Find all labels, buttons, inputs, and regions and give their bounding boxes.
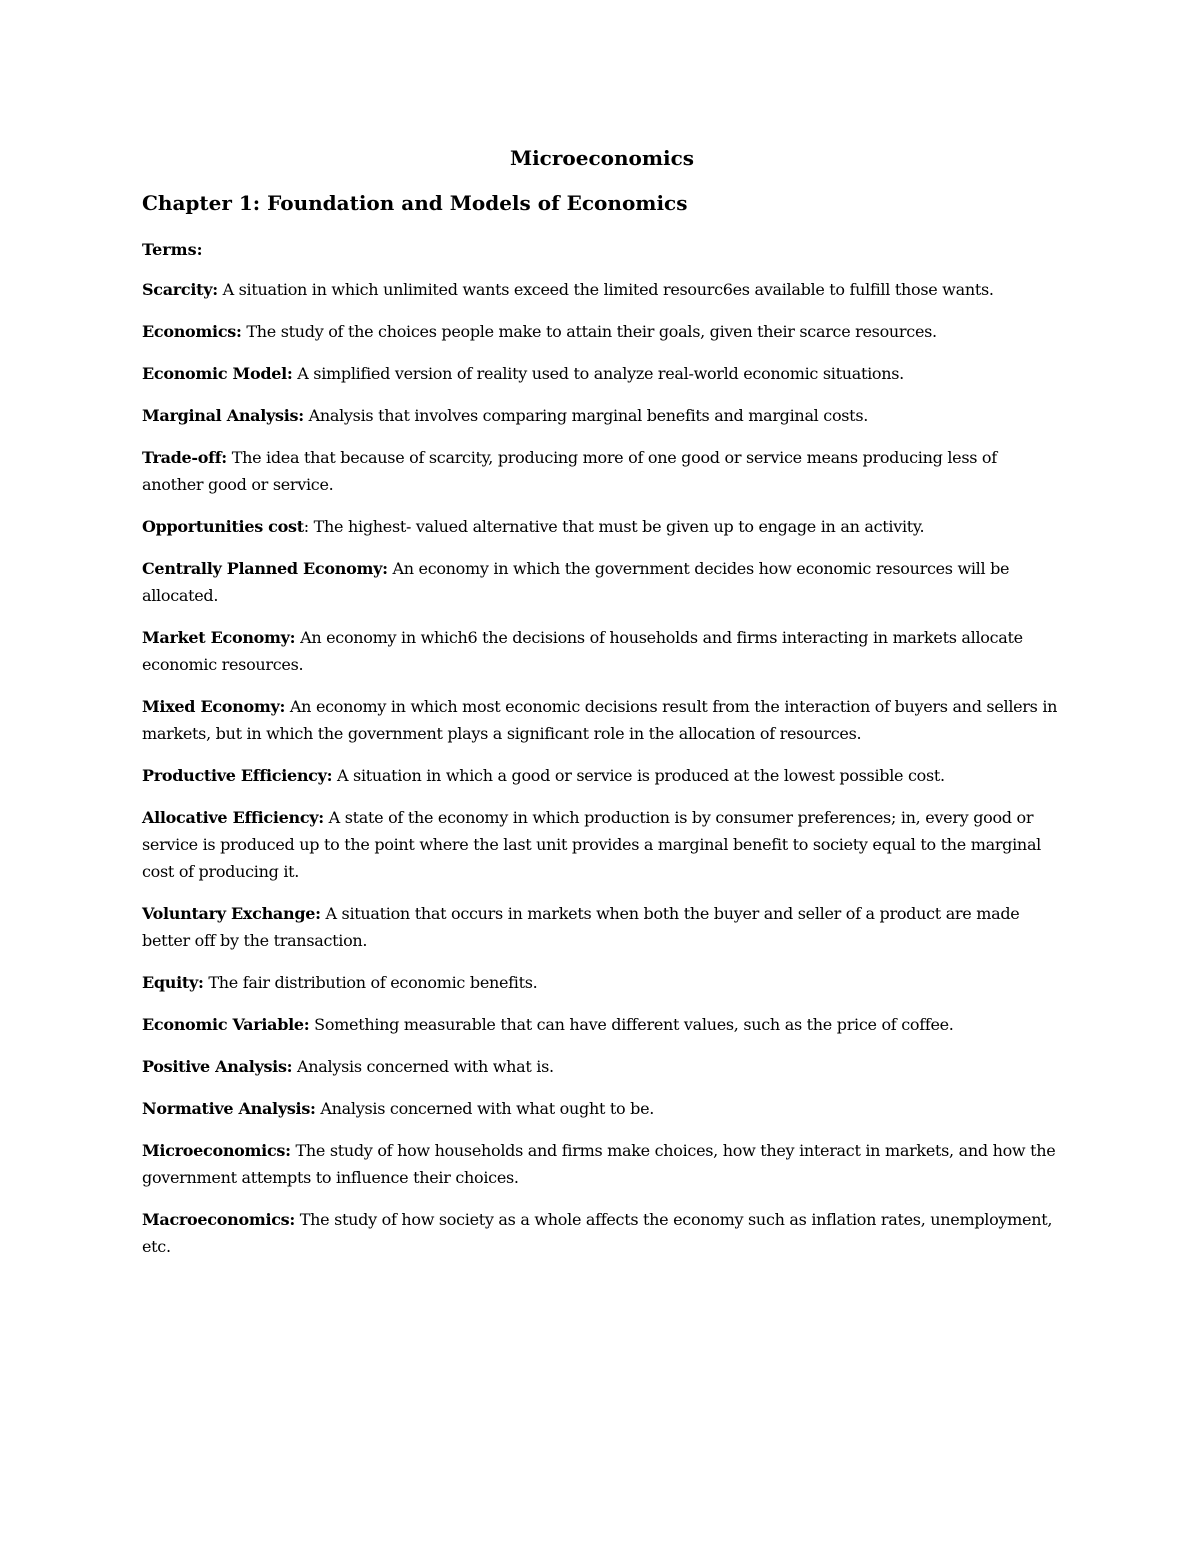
- document-title: Microeconomics: [509, 146, 695, 170]
- glossary-definition: The study of how households and firms make choices, how they interact in markets, and how the government attempts to influence their choices.: [142, 1141, 1056, 1187]
- glossary-entry: [142, 1137, 1062, 1191]
- glossary-definition: The idea that because of scarcity, producing more of one good or service means producing less of another good or service.: [142, 448, 997, 494]
- terms-label: Terms:: [142, 240, 203, 259]
- glossary-definition: Analysis concerned with what ought to be.: [315, 1099, 655, 1118]
- glossary-definition: The study of how society as a whole affects the economy such as inflation rates, unemployment, etc.: [142, 1210, 1053, 1256]
- glossary-term: Centrally Planned Economy:: [142, 559, 388, 578]
- glossary-term: Mixed Economy:: [142, 697, 286, 716]
- term-list: [142, 276, 1062, 1275]
- glossary-term: Equity:: [142, 973, 204, 992]
- glossary-entry: [142, 762, 1062, 789]
- glossary-definition: A simplified version of reality used to analyze real-world economic situations.: [292, 364, 904, 383]
- glossary-definition: Analysis concerned with what is.: [292, 1057, 554, 1076]
- glossary-term: Market Economy:: [142, 628, 296, 647]
- glossary-definition: An economy in which the government decides how economic resources will be allocated.: [142, 559, 1010, 605]
- glossary-definition: Something measurable that can have different values, such as the price of coffee.: [309, 1015, 954, 1034]
- glossary-entry: [142, 444, 1062, 498]
- glossary-entry: [142, 276, 1062, 303]
- glossary-entry: [142, 360, 1062, 387]
- glossary-entry: [142, 969, 1062, 996]
- glossary-entry: [142, 1095, 1062, 1122]
- glossary-definition: A situation in which a good or service is produced at the lowest possible cost.: [332, 766, 945, 785]
- glossary-definition: The fair distribution of economic benefits.: [203, 973, 538, 992]
- glossary-entry: [142, 693, 1062, 747]
- chapter-heading: Chapter 1: Foundation and Models of Economics: [142, 191, 688, 215]
- glossary-term: Macroeconomics:: [142, 1210, 295, 1229]
- glossary-entry: [142, 624, 1062, 678]
- glossary-term: Marginal Analysis:: [142, 406, 304, 425]
- glossary-definition: A situation in which unlimited wants exceed the limited resourc6es available to fulfill those wants.: [217, 280, 994, 299]
- glossary-entry: [142, 513, 1062, 540]
- glossary-definition: The study of the choices people make to attain their goals, given their scarce resources.: [241, 322, 937, 341]
- glossary-term: Allocative Efficiency:: [142, 808, 324, 827]
- glossary-definition: A state of the economy in which production is by consumer preferences; in, every good or service is produced up to the point where the last unit provides a marginal benefit to society equal to the marginal cost of producing it.: [142, 808, 1041, 881]
- glossary-entry: [142, 402, 1062, 429]
- glossary-entry: [142, 318, 1062, 345]
- glossary-definition: : The highest- valued alternative that must be given up to engage in an activity.: [303, 517, 925, 536]
- glossary-term: Trade-off:: [142, 448, 227, 467]
- glossary-definition: Analysis that involves comparing marginal benefits and marginal costs.: [303, 406, 869, 425]
- glossary-term: Scarcity:: [142, 280, 218, 299]
- glossary-entry: [142, 1011, 1062, 1038]
- glossary-entry: [142, 900, 1062, 954]
- glossary-term: Economic Model:: [142, 364, 293, 383]
- glossary-term: Positive Analysis:: [142, 1057, 293, 1076]
- glossary-definition: An economy in which most economic decisions result from the interaction of buyers and sellers in markets, but in which the government plays a significant role in the allocation of resources.: [142, 697, 1058, 743]
- glossary-term: Productive Efficiency:: [142, 766, 333, 785]
- glossary-term: Economic Variable:: [142, 1015, 310, 1034]
- glossary-entry: [142, 1053, 1062, 1080]
- glossary-entry: [142, 555, 1062, 609]
- glossary-definition: A situation that occurs in markets when both the buyer and seller of a product are made better off by the transaction.: [142, 904, 1020, 950]
- glossary-term: Opportunities cost: [142, 517, 304, 536]
- glossary-term: Microeconomics:: [142, 1141, 291, 1160]
- glossary-term: Voluntary Exchange:: [142, 904, 321, 923]
- glossary-term: Normative Analysis:: [142, 1099, 316, 1118]
- glossary-entry: [142, 1206, 1062, 1260]
- glossary-definition: An economy in which6 the decisions of households and firms interacting in markets allocate economic resources.: [142, 628, 1023, 674]
- glossary-entry: [142, 804, 1062, 885]
- glossary-term: Economics:: [142, 322, 242, 341]
